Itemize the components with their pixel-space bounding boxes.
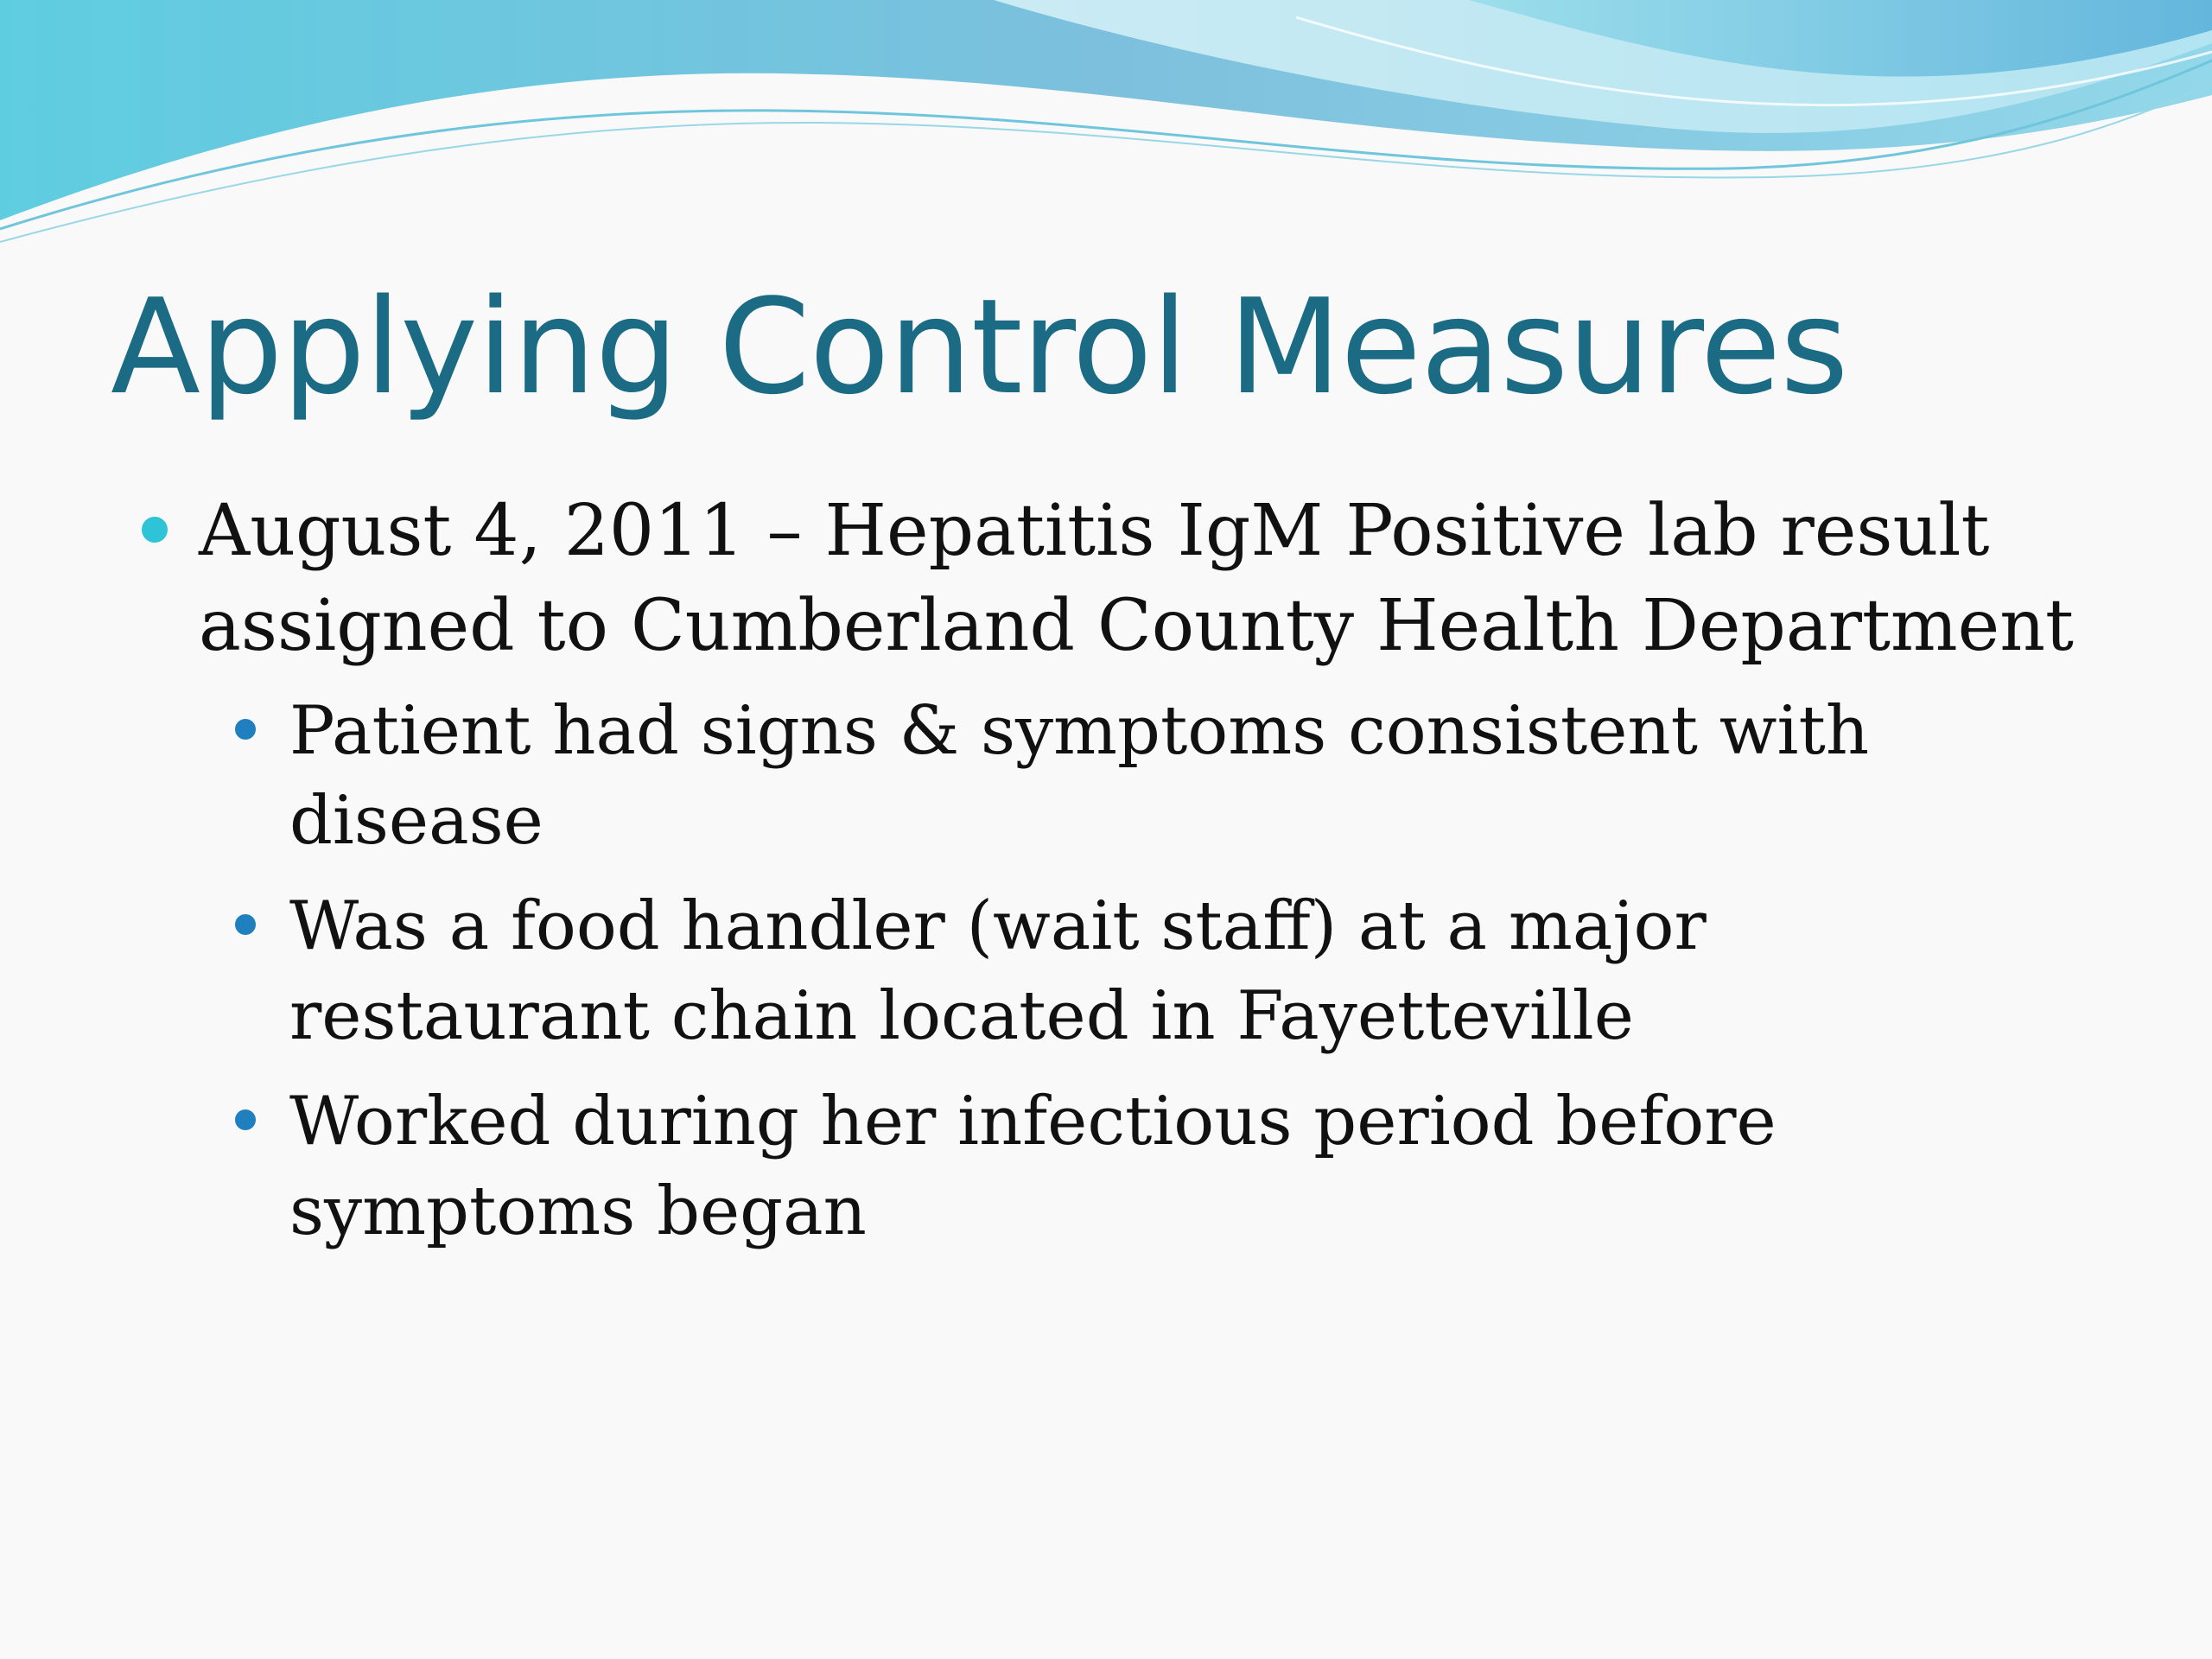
bullet-list: [138, 484, 2082, 1272]
slide-title: Applying Control Measures: [111, 270, 1848, 423]
bullet-text: August 4, 2011 – Hepatitis IgM Positive lab result assigned to Cumberland County Health Department: [199, 490, 2074, 667]
sub-bullet-text: Worked during her infectious period before symptoms began: [289, 1083, 1777, 1250]
sub-bullet-text: Was a food handler (wait staff) at a major restaurant chain located in Fayetteville: [289, 887, 1707, 1055]
sub-bullet-item: [138, 881, 2082, 1061]
sub-bullet-dot-icon: [235, 914, 256, 935]
bullet-item: [138, 484, 2082, 674]
sub-bullet-item: [138, 1077, 2082, 1256]
sub-bullet-item: [138, 686, 2082, 866]
sub-bullet-dot-icon: [235, 719, 256, 740]
bullet-dot-icon: [142, 517, 168, 543]
decorative-wave-header: [0, 0, 2212, 259]
sub-bullet-text: Patient had signs & symptoms consistent with disease: [289, 692, 1870, 860]
sub-bullet-dot-icon: [235, 1109, 256, 1130]
